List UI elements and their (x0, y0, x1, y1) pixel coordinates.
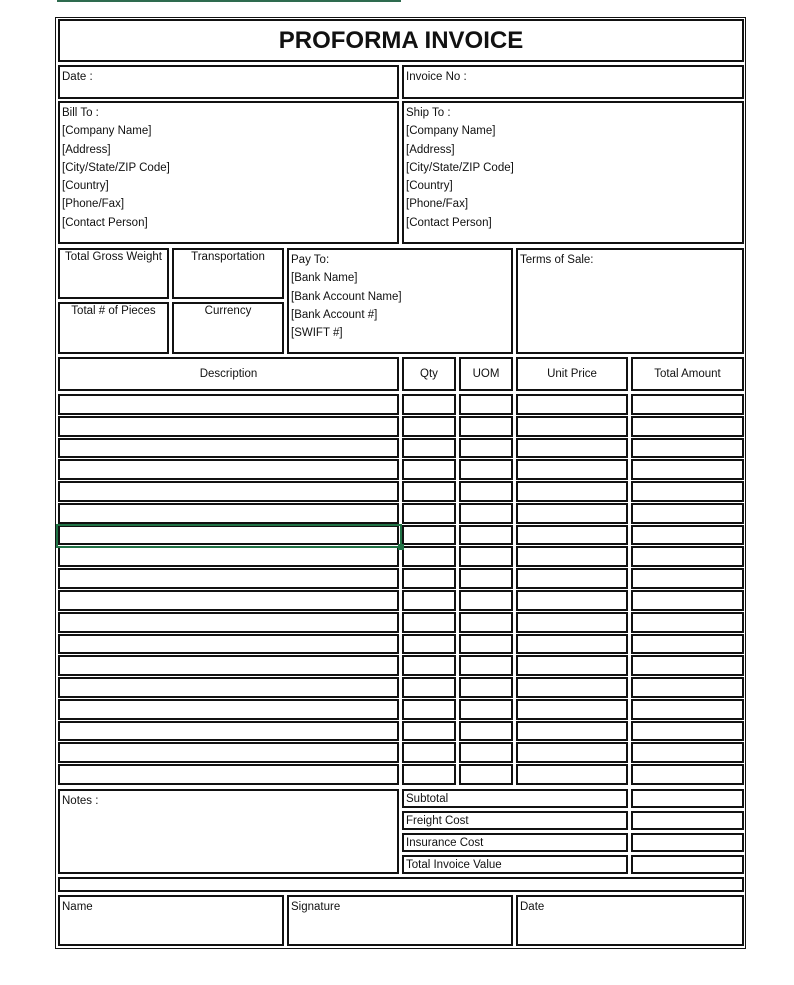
signature-field[interactable] (287, 895, 513, 946)
terms-of-sale-block[interactable] (516, 248, 744, 354)
item-cell-description[interactable] (58, 546, 399, 567)
ship-to-address: [Address] (406, 143, 455, 156)
item-cell-uom[interactable] (459, 634, 513, 654)
item-cell-uom[interactable] (459, 416, 513, 437)
selected-cell[interactable] (56, 524, 402, 548)
pay-to-block[interactable] (287, 248, 513, 354)
totals-label-cell (402, 811, 628, 830)
ship-to-contact: [Contact Person] (406, 216, 492, 229)
item-cell-unit-price[interactable] (516, 481, 628, 502)
item-cell-total-amount[interactable] (631, 721, 744, 741)
swift-code: [SWIFT #] (291, 327, 343, 340)
ship-to-phone: [Phone/Fax] (406, 198, 469, 211)
date-field[interactable] (58, 65, 399, 99)
item-cell-unit-price[interactable] (516, 655, 628, 676)
transportation-cell[interactable]: Transportation (172, 248, 284, 299)
item-cell-qty[interactable] (402, 503, 456, 524)
ship-to-label: Ship To : (406, 107, 451, 119)
item-cell-description[interactable] (58, 612, 399, 633)
item-cell-total-amount[interactable] (631, 655, 744, 676)
ship-to-country: [Country] (406, 180, 453, 193)
item-cell-uom[interactable] (459, 438, 513, 458)
item-cell-description[interactable] (58, 764, 399, 785)
item-cell-uom[interactable] (459, 612, 513, 633)
item-cell-unit-price[interactable] (516, 699, 628, 720)
bill-to-company: [Company Name] (62, 125, 152, 138)
item-cell-unit-price[interactable] (516, 503, 628, 524)
spacer-row[interactable] (58, 877, 744, 892)
item-cell-qty[interactable] (402, 546, 456, 567)
totals-label: Freight Cost (406, 815, 469, 827)
item-cell-unit-price[interactable] (516, 612, 628, 633)
column-header-total-amount[interactable]: Total Amount (631, 357, 744, 391)
item-cell-uom[interactable] (459, 394, 513, 415)
notes-label: Notes : (62, 795, 99, 807)
item-cell-qty[interactable] (402, 699, 456, 720)
item-cell-unit-price[interactable] (516, 590, 628, 611)
column-header-unit-price[interactable]: Unit Price (516, 357, 628, 391)
item-cell-description[interactable] (58, 503, 399, 524)
item-cell-uom[interactable] (459, 677, 513, 698)
totals-label: Total Invoice Value (406, 859, 502, 871)
ship-to-block[interactable] (402, 101, 744, 244)
item-cell-qty[interactable] (402, 677, 456, 698)
name-field[interactable] (58, 895, 284, 946)
item-cell-qty[interactable] (402, 721, 456, 741)
bill-to-country: [Country] (62, 180, 109, 193)
totals-value-cell[interactable] (631, 855, 744, 874)
pay-to-label: Pay To: (291, 254, 330, 266)
item-cell-description[interactable] (58, 677, 399, 698)
fill-handle[interactable] (398, 544, 404, 550)
item-cell-qty[interactable] (402, 655, 456, 676)
signature-label: Signature (291, 901, 341, 913)
item-cell-total-amount[interactable] (631, 568, 744, 589)
item-cell-uom[interactable] (459, 655, 513, 676)
item-cell-total-amount[interactable] (631, 590, 744, 611)
ship-to-city: [City/State/ZIP Code] (406, 161, 514, 174)
item-cell-uom[interactable] (459, 721, 513, 741)
pieces-cell[interactable]: Total # of Pieces (58, 302, 169, 354)
name-label: Name (62, 901, 93, 913)
item-cell-unit-price[interactable] (516, 568, 628, 589)
item-cell-description[interactable] (58, 721, 399, 741)
invoice-title: PROFORMA INVOICE (58, 19, 744, 62)
item-cell-unit-price[interactable] (516, 438, 628, 458)
currency-cell[interactable]: Currency (172, 302, 284, 354)
totals-value-cell[interactable] (631, 833, 744, 852)
item-cell-uom[interactable] (459, 459, 513, 480)
notes-block[interactable] (58, 789, 399, 874)
totals-value-cell[interactable] (631, 811, 744, 830)
item-cell-description[interactable] (58, 438, 399, 458)
ship-to-text (406, 104, 514, 232)
item-cell-total-amount[interactable] (631, 677, 744, 698)
item-cell-total-amount[interactable] (631, 742, 744, 763)
totals-label: Insurance Cost (406, 837, 484, 849)
item-cell-qty[interactable] (402, 764, 456, 785)
totals-label-cell (402, 833, 628, 852)
invoice-no-field[interactable] (402, 65, 744, 99)
item-cell-qty[interactable] (402, 612, 456, 633)
footer-date-label: Date (520, 901, 545, 913)
item-cell-qty[interactable] (402, 438, 456, 458)
bill-to-block[interactable] (58, 101, 399, 244)
item-cell-description[interactable] (58, 590, 399, 611)
item-cell-uom[interactable] (459, 503, 513, 524)
item-cell-uom[interactable] (459, 742, 513, 763)
pay-to-text (291, 251, 402, 342)
item-cell-qty[interactable] (402, 481, 456, 502)
item-cell-unit-price[interactable] (516, 742, 628, 763)
bill-to-phone: [Phone/Fax] (62, 198, 125, 211)
item-cell-uom[interactable] (459, 699, 513, 720)
item-cell-total-amount[interactable] (631, 416, 744, 437)
item-cell-uom[interactable] (459, 546, 513, 567)
item-cell-uom[interactable] (459, 481, 513, 502)
item-cell-description[interactable] (58, 394, 399, 415)
bill-to-text (62, 104, 170, 232)
item-cell-unit-price[interactable] (516, 764, 628, 785)
item-cell-unit-price[interactable] (516, 459, 628, 480)
item-cell-total-amount[interactable] (631, 438, 744, 458)
item-cell-total-amount[interactable] (631, 459, 744, 480)
ship-to-company: [Company Name] (406, 125, 496, 138)
column-header-description[interactable]: Description (58, 357, 399, 391)
item-cell-description[interactable] (58, 699, 399, 720)
item-cell-total-amount[interactable] (631, 634, 744, 654)
item-cell-uom[interactable] (459, 764, 513, 785)
totals-label-cell (402, 855, 628, 874)
column-header-qty[interactable]: Qty (402, 357, 456, 391)
totals-label: Subtotal (406, 793, 449, 805)
bill-to-contact: [Contact Person] (62, 216, 148, 229)
sheet-edge-line (57, 0, 401, 2)
item-cell-unit-price[interactable] (516, 416, 628, 437)
item-cell-description[interactable] (58, 481, 399, 502)
totals-value-cell[interactable] (631, 789, 744, 808)
item-cell-unit-price[interactable] (516, 677, 628, 698)
bank-account-number: [Bank Account #] (291, 308, 378, 321)
item-cell-qty[interactable] (402, 459, 456, 480)
item-cell-total-amount[interactable] (631, 546, 744, 567)
item-cell-qty[interactable] (402, 568, 456, 589)
item-cell-total-amount[interactable] (631, 699, 744, 720)
bill-to-label: Bill To : (62, 107, 99, 119)
bill-to-city: [City/State/ZIP Code] (62, 161, 170, 174)
invoice-no-label: Invoice No : (406, 71, 467, 83)
bank-account-name: [Bank Account Name] (291, 290, 402, 303)
item-cell-qty[interactable] (402, 394, 456, 415)
item-cell-total-amount[interactable] (631, 525, 744, 545)
item-cell-qty[interactable] (402, 590, 456, 611)
item-cell-description[interactable] (58, 634, 399, 654)
item-cell-description[interactable] (58, 655, 399, 676)
item-cell-total-amount[interactable] (631, 764, 744, 785)
item-cell-total-amount[interactable] (631, 481, 744, 502)
item-cell-qty[interactable] (402, 416, 456, 437)
bill-to-address: [Address] (62, 143, 111, 156)
item-cell-uom[interactable] (459, 525, 513, 545)
footer-date-field[interactable] (516, 895, 744, 946)
bank-name: [Bank Name] (291, 272, 358, 285)
terms-label: Terms of Sale: (520, 254, 594, 266)
item-cell-uom[interactable] (459, 590, 513, 611)
item-cell-total-amount[interactable] (631, 503, 744, 524)
item-cell-total-amount[interactable] (631, 394, 744, 415)
item-cell-unit-price[interactable] (516, 546, 628, 567)
item-cell-description[interactable] (58, 416, 399, 437)
date-label: Date : (62, 71, 93, 83)
item-cell-unit-price[interactable] (516, 634, 628, 654)
totals-label-cell (402, 789, 628, 808)
item-cell-unit-price[interactable] (516, 721, 628, 741)
item-cell-description[interactable] (58, 742, 399, 763)
item-cell-qty[interactable] (402, 634, 456, 654)
column-header-uom[interactable]: UOM (459, 357, 513, 391)
item-cell-total-amount[interactable] (631, 612, 744, 633)
gross-weight-cell[interactable]: Total Gross Weight (58, 248, 169, 299)
item-cell-qty[interactable] (402, 742, 456, 763)
item-cell-unit-price[interactable] (516, 525, 628, 545)
item-cell-unit-price[interactable] (516, 394, 628, 415)
item-cell-uom[interactable] (459, 568, 513, 589)
item-cell-description[interactable] (58, 568, 399, 589)
item-cell-qty[interactable] (402, 525, 456, 545)
item-cell-description[interactable] (58, 459, 399, 480)
